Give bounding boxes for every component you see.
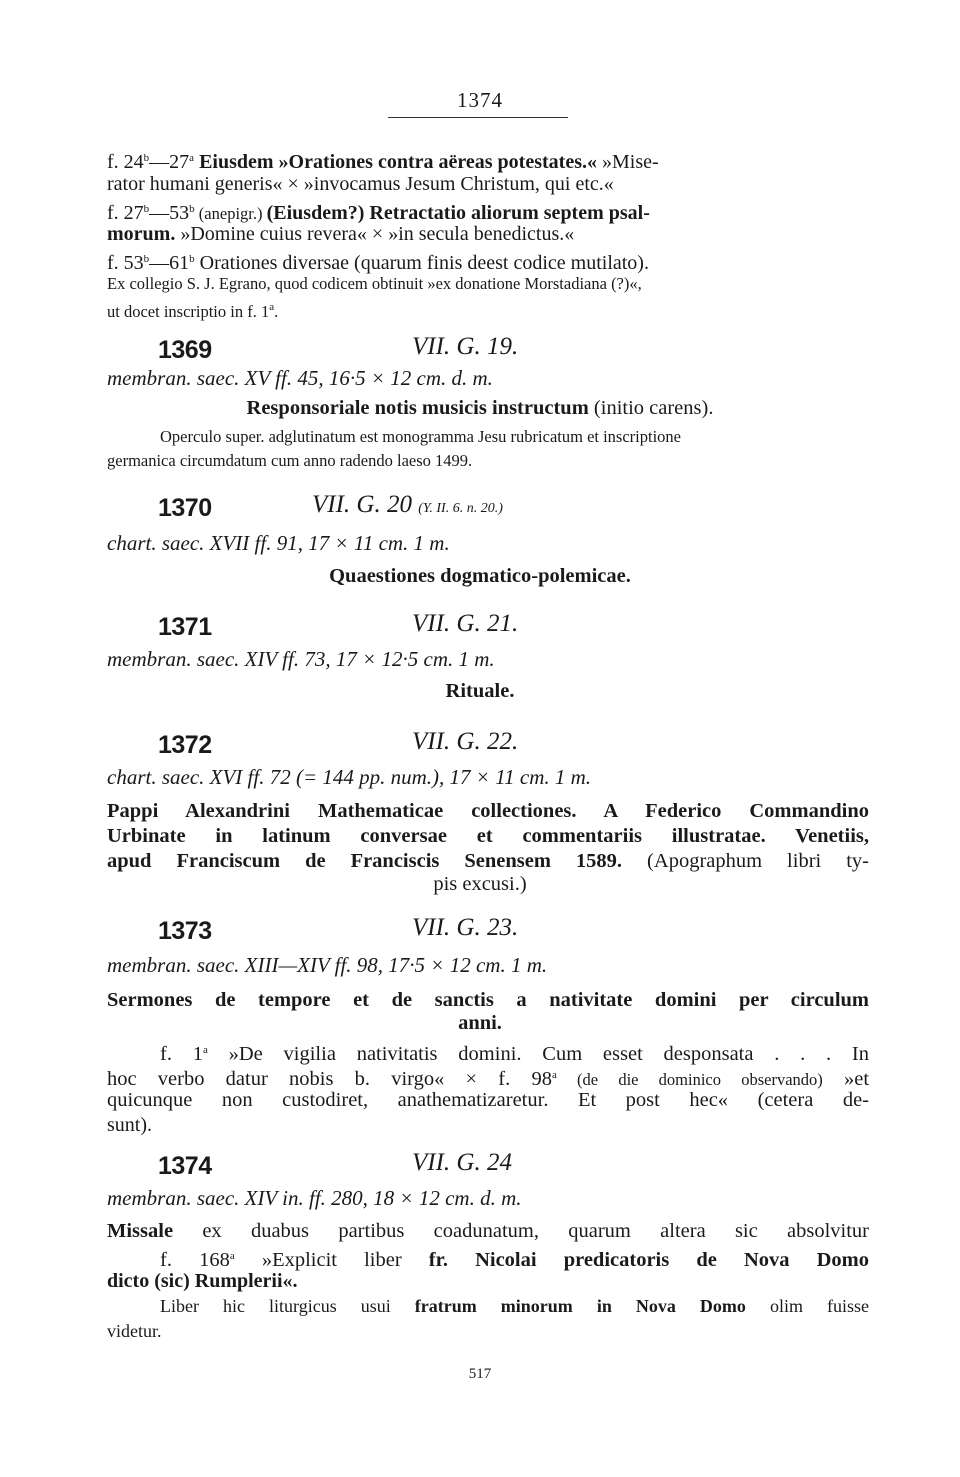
entry-number-1371: 1371 [158,613,212,641]
entry-number-1373: 1373 [158,917,212,945]
running-header-number: 1374 [457,88,503,112]
prev-entry-provenance: Ex collegio S. J. Egrano, quod codicem obtinuit »ex donatione Morstadiana (?)«, [107,274,642,293]
entry-1373-line-4: hoc verbo datur nobis b. virgo« × f. 98$^a$ (de die dominico observando) »et [107,1068,870,1090]
note-1369-line-1: Operculo super. adglutinatum est monogramma Jesu rubricatum et inscriptione [160,427,681,446]
entry-number-1372: 1372 [158,731,212,759]
shelfmark-1373: VII. G. 23. [412,914,519,941]
folio-number: 517 [468,1366,492,1382]
shelfmark-1372: VII. G. 22. [412,728,519,755]
entry-1372-line-2: Urbinate in latinum conversae et commentariis illustratae. Venetiis, [107,825,869,847]
physical-description-1372: chart. saec. XVI ff. 72 (= 144 pp. num.), 17 × 11 cm. 1 m. [107,765,592,789]
entry-1374-note-line-1: Liber hic liturgicus usui fratrum minorum in Nova Domo olim fuisse [160,1296,869,1316]
physical-description-1373: membran. saec. XIII—XIV ff. 98, 17·5 × 12 cm. 1 m. [107,953,548,977]
entry-1372-line-1: Pappi Alexandrini Mathematicae collectiones. A Federico Commandino [107,800,869,822]
prev-entry-line-5: f. 53$^b$—61$^b$ Orationes diversae (quarum finis deest codice mutilato). [107,252,649,274]
entry-number-1370: 1370 [158,494,212,522]
shelfmark-1371: VII. G. 21. [412,610,519,637]
physical-description-1369: membran. saec. XV ff. 45, 16·5 × 12 cm. d. m. [107,366,493,390]
entry-1373-line-2: anni. [458,1012,502,1034]
physical-description-1371: membran. saec. XIV ff. 73, 17 × 12·5 cm. 1 m. [107,647,495,671]
entry-title-1369: Responsoriale notis musicis instructum (initio carens). [246,397,714,419]
prev-entry-line-3: f. 27$^b$—53$^b$ (anepigr.) (Eiusdem?) Retractatio aliorum septem psal- [107,202,650,224]
prev-entry-line-2: rator humani generis« × »invocamus Jesum Christum, qui etc.« [107,173,614,195]
prev-entry-line-1: f. 24$^b$—27$^a$ Eiusdem »Orationes contra aëreas potestates.« »Mise- [107,151,659,173]
note-1369-line-2: germanica circumdatum cum anno radendo laeso 1499. [107,451,473,470]
entry-1374-line-3: dicto (sic) Rumplerii«. [107,1270,298,1292]
entry-1374-line-2: f. 168$^a$ »Explicit liber fr. Nicolai predicatoris de Nova Domo [160,1249,869,1271]
entry-1373-line-6: sunt). [107,1114,152,1136]
shelfmark-1369: VII. G. 19. [412,333,519,360]
entry-1372-line-3: apud Franciscum de Franciscis Senensem 1589. (Apographum libri ty- [107,850,869,872]
prev-entry-line-4: morum. »Domine cuius revera« × »in secula benedictus.« [107,223,575,245]
physical-description-1370: chart. saec. XVII ff. 91, 17 × 11 cm. 1 m. [107,531,450,555]
entry-title-1370: Quaestiones dogmatico-polemicae. [329,565,631,587]
entry-1373-line-1: Sermones de tempore et de sanctis a nativitate domini per circulum [107,989,869,1011]
entry-1374-line-1: Missale ex duabus partibus coadunatum, quarum altera sic absolvitur [107,1220,869,1242]
entry-1374-note-line-2: videtur. [107,1321,162,1341]
entry-1373-line-3: f. 1$^a$ »De vigilia nativitatis domini. Cum esset desponsata . . . In [160,1043,869,1065]
entry-1373-line-5: quicunque non custodiret, anathematizaretur. Et post hec« (cetera de- [107,1089,869,1111]
header-rule [388,117,568,118]
entry-title-1371: Rituale. [445,680,515,702]
entry-number-1374: 1374 [158,1152,212,1180]
shelfmark-1374: VII. G. 24 [412,1149,512,1176]
entry-number-1369: 1369 [158,336,212,364]
entry-1372-line-4: pis excusi.) [433,873,527,895]
prev-entry-provenance-end: ut docet inscriptio in f. 1$^a$. [107,301,279,321]
physical-description-1374: membran. saec. XIV in. ff. 280, 18 × 12 cm. d. m. [107,1186,522,1210]
shelfmark-1370: VII. G. 20 (Y. II. 6. n. 20.) [312,491,503,518]
